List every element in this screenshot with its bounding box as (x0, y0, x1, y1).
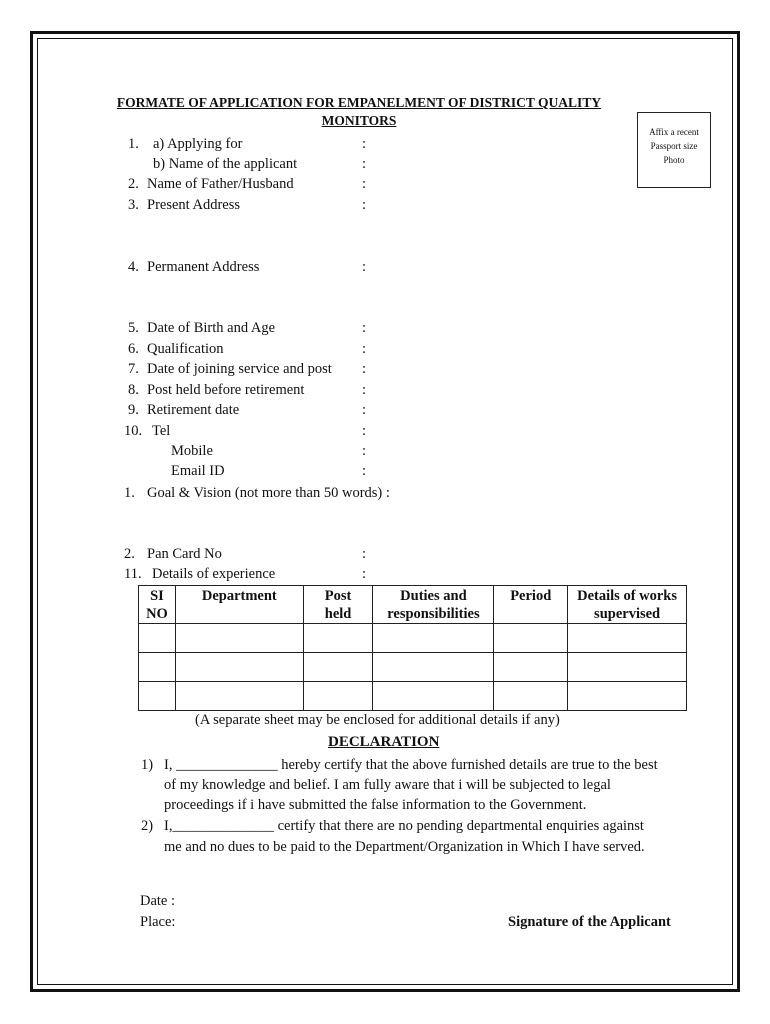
field-num-11: 11. (124, 566, 142, 582)
declaration-item2-line1: I,______________ certify that there are no pending departmental enquiries against (164, 818, 644, 834)
colon: : (362, 546, 367, 562)
field-num-3: 3. (128, 197, 139, 213)
header-works-supervised: Details of works supervised (568, 586, 687, 624)
field-num-6: 6. (128, 341, 139, 357)
header-si-no: SI NO (139, 586, 176, 624)
field-num-5: 5. (128, 320, 139, 336)
colon: : (362, 176, 367, 192)
colon: : (362, 423, 367, 439)
colon: : (362, 341, 367, 357)
declaration-item2-num: 2) (141, 818, 154, 834)
header-duties: Duties and responsibilities (373, 586, 494, 624)
colon: : (362, 259, 367, 275)
colon: : (362, 320, 367, 336)
table-row (139, 653, 687, 682)
field-dob-age: Date of Birth and Age (147, 320, 276, 336)
field-num-pan: 2. (124, 546, 135, 562)
field-email: Email ID (171, 463, 225, 479)
form-title-line1: FORMATE OF APPLICATION FOR EMPANELMENT OF DISTRICT QUALITY (116, 95, 602, 110)
passport-photo-box (637, 112, 711, 188)
table-row (139, 624, 687, 653)
field-applying-for: a) Applying for (153, 136, 243, 152)
photo-box-line2: Passport size (650, 141, 698, 151)
field-pan-card: Pan Card No (147, 546, 222, 562)
field-num-9: 9. (128, 402, 139, 418)
field-num-7: 7. (128, 361, 139, 377)
date-label: Date : (140, 893, 176, 909)
field-permanent-address: Permanent Address (147, 259, 260, 275)
place-label: Place: (140, 914, 176, 930)
field-mobile: Mobile (171, 443, 213, 459)
table-note: (A separate sheet may be enclosed for additional details if any) (195, 712, 560, 728)
header-period: Period (494, 586, 568, 624)
field-joining-service: Date of joining service and post (147, 361, 332, 377)
field-tel: Tel (152, 423, 171, 439)
table-header-row (139, 586, 687, 624)
table-row (139, 682, 687, 711)
declaration-item1-line3: proceedings if i have submitted the false information to the Government. (164, 797, 587, 813)
experience-table (138, 585, 687, 711)
colon: : (362, 136, 367, 152)
colon: : (362, 402, 367, 418)
field-post-before-retirement: Post held before retirement (147, 382, 305, 398)
signature-label: Signature of the Applicant (508, 914, 671, 930)
field-num-8: 8. (128, 382, 139, 398)
field-retirement-date: Retirement date (147, 402, 240, 418)
field-num-4: 4. (128, 259, 139, 275)
field-experience: Details of experience (152, 566, 276, 582)
photo-box-line1: Affix a recent (649, 127, 699, 137)
form-title-line2: MONITORS (321, 113, 397, 128)
declaration-item2-line2: me and no dues to be paid to the Department/Organization in Which I have served. (164, 839, 645, 855)
header-post-held: Post held (303, 586, 373, 624)
colon: : (362, 361, 367, 377)
field-father-husband: Name of Father/Husband (147, 176, 294, 192)
field-num-1: 1. (128, 136, 139, 152)
colon: : (362, 566, 367, 582)
declaration-item1-line1: I, ______________ hereby certify that the above furnished details are true to the best (164, 757, 658, 773)
colon: : (362, 156, 367, 172)
header-department: Department (175, 586, 303, 624)
colon: : (362, 463, 367, 479)
declaration-item1-num: 1) (141, 757, 154, 773)
colon: : (362, 382, 367, 398)
field-num-10: 10. (124, 423, 143, 439)
photo-box-line3: Photo (663, 155, 685, 165)
field-num-2: 2. (128, 176, 139, 192)
colon: : (362, 443, 367, 459)
field-qualification: Qualification (147, 341, 224, 357)
declaration-item1-line2: of my knowledge and belief. I am fully aware that i will be subjected to legal (164, 777, 611, 793)
field-num-goal: 1. (124, 485, 135, 501)
field-present-address: Present Address (147, 197, 241, 213)
field-goal-vision: Goal & Vision (not more than 50 words) : (147, 485, 390, 501)
field-applicant-name: b) Name of the applicant (153, 156, 298, 172)
declaration-title: DECLARATION (328, 734, 440, 750)
colon: : (362, 197, 367, 213)
